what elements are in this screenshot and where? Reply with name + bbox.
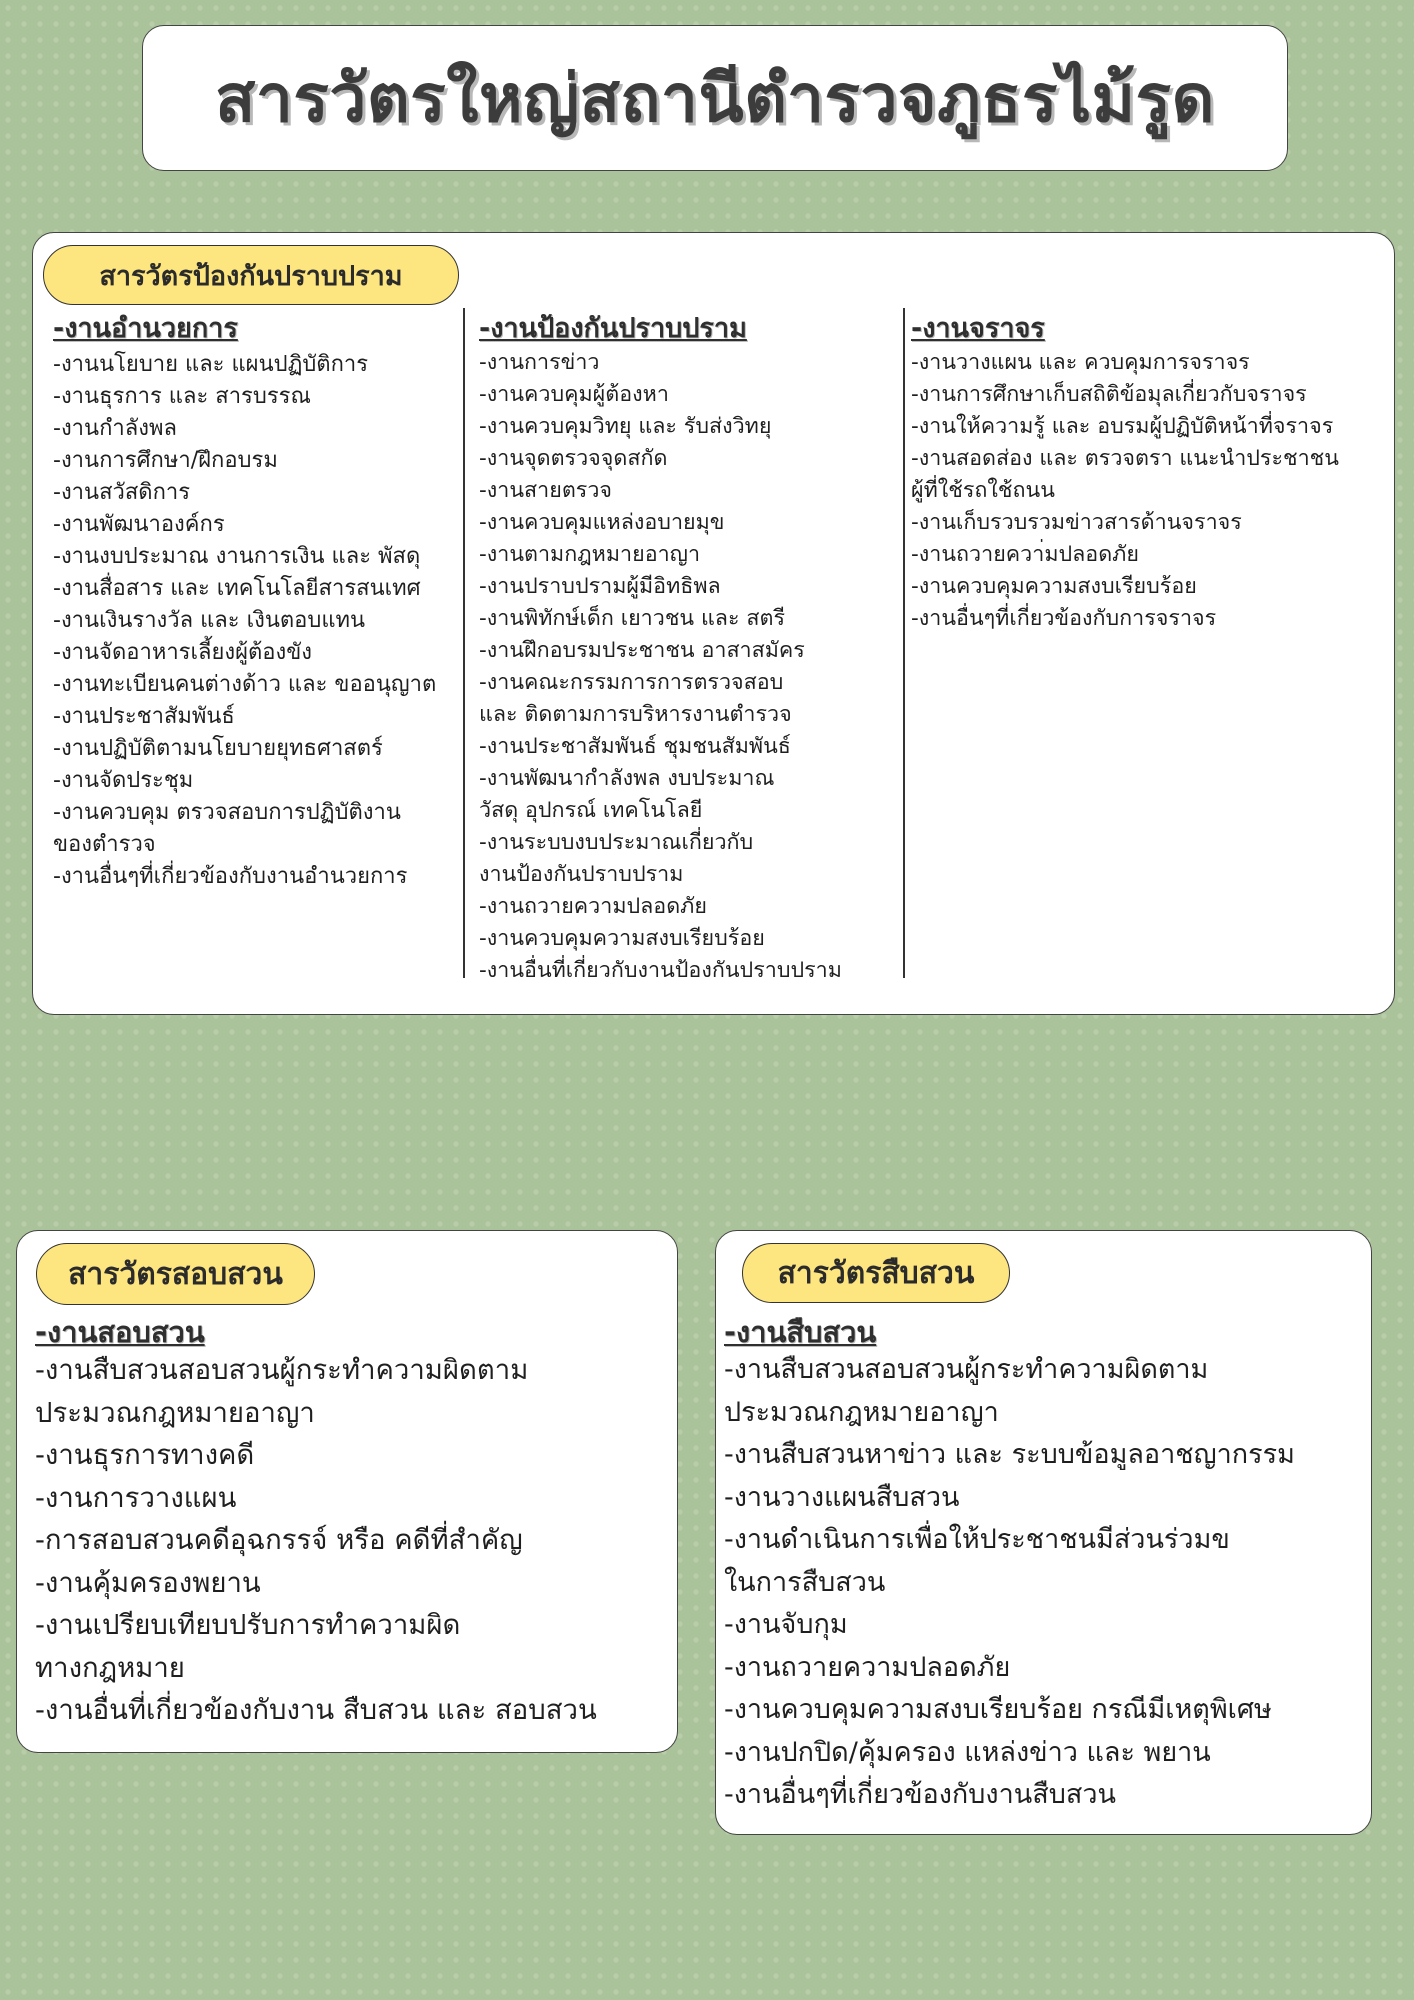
- list-item-text: -งานทะเบียนคนต่างด้าว และ ขออนุญาต: [53, 672, 437, 697]
- investigation-column: [724, 1315, 1364, 1817]
- suppression-column: [479, 311, 899, 987]
- list-item-text: -งานสืบสวนหาข่าว และ ระบบข้อมูลอาชญากรรม: [724, 1439, 1295, 1470]
- list-item: [35, 1604, 665, 1689]
- list-item: [53, 765, 463, 797]
- list-item: [35, 1434, 665, 1477]
- list-item: [724, 1477, 1364, 1520]
- traffic-column: [911, 311, 1386, 635]
- inquiry-column: [35, 1315, 665, 1732]
- list-item-text: -งานสวัสดิการ: [53, 480, 191, 505]
- title-banner: [142, 25, 1288, 171]
- list-item-text: -งานประชาสัมพันธ์ ชุมชนสัมพันธ์: [479, 734, 791, 759]
- list-item: [911, 379, 1386, 411]
- list-item: [479, 635, 899, 667]
- list-item: [724, 1774, 1364, 1817]
- list-item-text: -งานสืบสวนสอบสวนผู้กระทำความผิดตาม: [35, 1354, 529, 1386]
- list-item: [724, 1349, 1364, 1434]
- list-item-text: -งานระบบงบประมาณเกี่ยวกับ: [479, 830, 754, 855]
- list-item-text: -งานจับกุม: [724, 1609, 848, 1640]
- list-item: [911, 539, 1386, 571]
- list-item: [911, 347, 1386, 379]
- list-item-text: -งานคณะกรรมการการตรวจสอบ: [479, 670, 784, 695]
- traffic-heading: -งานจราจร: [911, 313, 1045, 344]
- list-item-text: ผู้ที่ใช้รถใช้ถนน: [911, 478, 1055, 503]
- list-item: [479, 571, 899, 603]
- list-item-text: -งานสายตรวจ: [479, 478, 612, 503]
- list-item-text: -งานควบคุมแหล่งอบายมุข: [479, 510, 725, 535]
- list-item-text: -งานกำลังพล: [53, 416, 177, 441]
- list-item: [724, 1732, 1364, 1775]
- list-item-text: -งานการข่าว: [479, 350, 600, 375]
- list-item-text: -งานควบคุมความสงบเรียบร้อย กรณีมีเหตุพิเศษ: [724, 1694, 1272, 1725]
- list-item-text: -งานธุรการ และ สารบรรณ: [53, 384, 311, 409]
- list-item-text: -งานอื่นที่เกี่ยวข้องกับงาน สืบสวน และ สอบสวน: [35, 1694, 597, 1726]
- list-item-text: งานป้องกันปราบปราม: [479, 862, 684, 887]
- list-item: [911, 443, 1386, 507]
- list-item: [724, 1604, 1364, 1647]
- list-item-text: และ ติดตามการบริหารงานตำรวจ: [479, 702, 792, 727]
- list-item-text: -งานเก็บรวบรวมข่าวสารด้านจราจร: [911, 510, 1242, 535]
- list-item: [35, 1349, 665, 1434]
- list-item-text: ประมวณกฎหมายอาญา: [724, 1396, 999, 1428]
- inquiry-list: [35, 1349, 665, 1732]
- list-item-text: -งานสื่อสาร และ เทคโนโลยีสารสนเทศ: [53, 576, 421, 601]
- list-item: [479, 955, 899, 987]
- traffic-list: [911, 347, 1386, 635]
- list-item: [724, 1519, 1364, 1604]
- list-item: [479, 347, 899, 379]
- list-item-text: -งานการศึกษา/ฝึกอบรม: [53, 448, 278, 473]
- list-item-text: -งานงบประมาณ งานการเงิน และ พัสดุ: [53, 544, 421, 569]
- list-item: [53, 445, 463, 477]
- list-item-text: -งานเปรียบเทียบปรับการทำความผิด: [35, 1609, 461, 1641]
- list-item: [479, 539, 899, 571]
- list-item: [35, 1689, 665, 1732]
- list-item-text: -งานฝึกอบรมประชาชน อาสาสมัคร: [479, 638, 805, 663]
- list-item-text: -งานอื่นที่เกี่ยวกับงานป้องกันปราบปราม: [479, 958, 842, 983]
- list-item-text: ประมวณกฎหมายอาญา: [35, 1396, 315, 1429]
- list-item-text: -งานควบคุมความสงบเรียบร้อย: [479, 926, 765, 951]
- list-item-text: -งานดำเนินการเพื่อให้ประชาชนมีส่วนร่วมข: [724, 1524, 1230, 1555]
- list-item: [479, 667, 899, 731]
- list-item: [724, 1647, 1364, 1690]
- inquiry-panel: [16, 1230, 678, 1753]
- list-item: [479, 411, 899, 443]
- list-item: [53, 605, 463, 637]
- admin-heading: -งานอำนวยการ: [53, 313, 238, 344]
- list-item: [479, 923, 899, 955]
- list-item-text: -งานเงินรางวัล และ เงินตอบแทน: [53, 608, 366, 633]
- list-item: [911, 507, 1386, 539]
- list-item: [911, 571, 1386, 603]
- list-item: [35, 1519, 665, 1562]
- list-item-text: -งานจัดประชุม: [53, 768, 194, 793]
- list-item-text: -งานให้ความรู้ และ อบรมผู้ปฏิบัติหน้าที่จราจร: [911, 414, 1334, 439]
- list-item-text: -งานการศึกษาเก็บสถิติข้อมุลเกี่ยวกับจราจร: [911, 382, 1307, 407]
- list-item-text: -งานควบคุมผู้ต้องหา: [479, 382, 669, 407]
- list-item: [53, 797, 463, 861]
- list-item-text: -งานประชาสัมพันธ์: [53, 704, 235, 729]
- inquiry-badge: สารวัตรสอบสวน: [36, 1243, 315, 1305]
- list-item-text: -งานควบคุมวิทยุ และ รับส่งวิทยุ: [479, 414, 772, 439]
- page-title: สารวัตรใหญ่สถานีตำรวจภูธรไม้รูด: [215, 59, 1215, 137]
- list-item-text: -การสอบสวนคดีอุฉกรรจ์ หรือ คดีที่สำคัญ: [35, 1524, 523, 1556]
- list-item: [53, 637, 463, 669]
- list-item-text: -งานอื่นๆที่เกี่ยวข้องกับงานสืบสวน: [724, 1779, 1116, 1810]
- list-item-text: -งานสอดส่อง และ ตรวจตรา แนะนำประชาชน: [911, 446, 1339, 471]
- list-item: [53, 509, 463, 541]
- list-item: [479, 475, 899, 507]
- list-item-text: -งานสืบสวนสอบสวนผู้กระทำความผิดตาม: [724, 1354, 1209, 1385]
- investigation-heading: -งานสืบสวน: [724, 1315, 877, 1349]
- inquiry-heading: -งานสอบสวน: [35, 1315, 205, 1349]
- list-item-text: -งานพิทักษ์เด็ก เยาวชน และ สตรี: [479, 606, 785, 631]
- investigation-panel: [715, 1230, 1372, 1835]
- list-item: [53, 477, 463, 509]
- list-item: [911, 603, 1386, 635]
- admin-column: [53, 311, 463, 893]
- column-divider: [463, 308, 465, 978]
- list-item-text: ของตำรวจ: [53, 832, 156, 857]
- list-item-text: -งานอื่นๆที่เกี่ยวข้องกับงานอำนวยการ: [53, 864, 408, 889]
- list-item-text: -งานคุ้มครองพยาน: [35, 1566, 261, 1599]
- list-item-text: -งานนโยบาย และ แผนปฏิบัติการ: [53, 352, 369, 377]
- list-item: [53, 573, 463, 605]
- list-item-text: -งานธุรการทางคดี: [35, 1439, 255, 1471]
- list-item-text: -งานควบคุม ตรวจสอบการปฏิบัติงาน: [53, 800, 401, 825]
- admin-list: [53, 349, 463, 893]
- list-item: [53, 541, 463, 573]
- investigation-badge: สารวัตรสืบสวน: [742, 1243, 1010, 1303]
- list-item: [479, 763, 899, 827]
- list-item-text: -งานอื่นๆที่เกี่ยวข้องกับการจราจร: [911, 606, 1217, 631]
- column-divider: [903, 308, 905, 978]
- list-item-text: -งานพัฒนาองค์กร: [53, 512, 225, 537]
- list-item: [35, 1477, 665, 1520]
- list-item-text: -งานจุดตรวจจุดสกัด: [479, 446, 668, 471]
- list-item: [724, 1434, 1364, 1477]
- list-item-text: -งานวางแผน และ ควบคุมการจราจร: [911, 350, 1250, 375]
- list-item: [479, 443, 899, 475]
- list-item: [911, 411, 1386, 443]
- list-item: [53, 733, 463, 765]
- list-item: [53, 669, 463, 701]
- list-item-text: -งานพัฒนากำลังพล งบประมาณ: [479, 766, 775, 791]
- list-item: [53, 701, 463, 733]
- list-item: [479, 379, 899, 411]
- investigation-list: [724, 1349, 1364, 1817]
- list-item-text: -งานถวายความปลอดภัย: [724, 1651, 1011, 1683]
- prevention-badge: สารวัตรป้องกันปราบปราม: [43, 245, 459, 305]
- list-item-text: -งานถวายควา่มปลอดภัย: [911, 542, 1139, 567]
- list-item-text: -งานปกปิด/คุ้มครอง แหล่งข่าว และ พยาน: [724, 1736, 1211, 1768]
- list-item: [53, 861, 463, 893]
- list-item: [53, 381, 463, 413]
- list-item-text: -งานจัดอาหารเลี้ยงผู้ต้องขัง: [53, 640, 313, 665]
- suppression-list: [479, 347, 899, 987]
- prevention-panel: [32, 232, 1395, 1015]
- list-item-text: ในการสืบสวน: [724, 1566, 886, 1598]
- list-item: [479, 731, 899, 763]
- list-item: [53, 413, 463, 445]
- list-item-text: -งานปราบปรามผู้มีอิทธิพล: [479, 574, 721, 599]
- list-item: [35, 1562, 665, 1605]
- list-item-text: -งานถวายความปลอดภัย: [479, 894, 707, 919]
- list-item-text: ทางกฎหมาย: [35, 1651, 185, 1684]
- list-item: [53, 349, 463, 381]
- list-item-text: -งานควบคุมความสงบเรียบร้อย: [911, 574, 1197, 599]
- list-item: [724, 1689, 1364, 1732]
- suppression-heading: -งานป้องกันปราบปราม: [479, 313, 747, 344]
- list-item-text: -งานวางแผนสืบสวน: [724, 1481, 960, 1513]
- list-item-text: -งานปฏิบัติตามนโยบายยุทธศาสตร์: [53, 736, 383, 761]
- list-item: [479, 603, 899, 635]
- list-item: [479, 827, 899, 891]
- list-item: [479, 507, 899, 539]
- list-item: [479, 891, 899, 923]
- list-item-text: วัสดุ อุปกรณ์ เทคโนโลยี: [479, 798, 703, 823]
- list-item-text: -งานการวางแผน: [35, 1481, 237, 1514]
- list-item-text: -งานตามกฎหมายอาญา: [479, 542, 701, 567]
